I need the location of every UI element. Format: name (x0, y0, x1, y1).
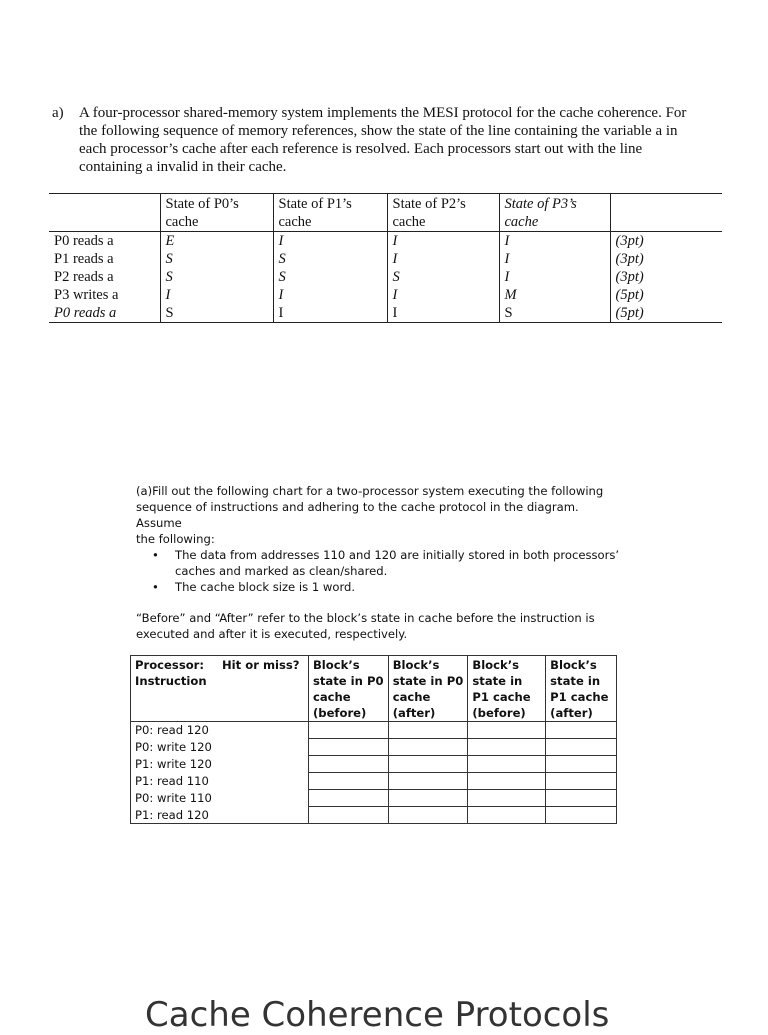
table-row (131, 807, 617, 824)
table-row (131, 756, 617, 773)
state-cell: S (387, 268, 499, 286)
answer-cell[interactable] (388, 773, 468, 790)
answer-cell[interactable] (546, 807, 617, 824)
state-cell: S (499, 304, 610, 323)
state-cell: I (273, 304, 387, 323)
answer-cell[interactable] (546, 790, 617, 807)
cache-protocol-chart (130, 655, 617, 824)
answer-cell[interactable] (308, 807, 388, 824)
question-a-text (52, 104, 727, 176)
header-cell-p1: State of P1’s cache (273, 194, 387, 232)
table-header-row (49, 194, 722, 232)
bullet-text: caches and marked as clean/shared. (175, 564, 388, 578)
bullet-icon: • (152, 548, 159, 562)
answer-cell[interactable] (468, 722, 546, 739)
reference-cell: P0 reads a (49, 304, 160, 323)
question-line (52, 122, 727, 140)
instruction-cell: P1: write 120 (131, 756, 309, 773)
table-row (49, 286, 722, 304)
header-p0-after: Block’s state in P0 cache (after) (388, 656, 468, 722)
answer-cell[interactable] (308, 756, 388, 773)
header-processor-instruction: Processor: Instruction (135, 658, 207, 688)
question-label: a) (52, 105, 64, 121)
header-cell-p0: State of P0’s cache (160, 194, 273, 232)
header-p1-after: Block’s state in P1 cache (after) (546, 656, 617, 722)
header-hit-or-miss: Hit or miss? (221, 658, 300, 672)
instruction-cell: P0: write 110 (131, 790, 309, 807)
points-cell: (5pt) (610, 286, 722, 304)
state-cell: I (387, 286, 499, 304)
answer-cell[interactable] (468, 739, 546, 756)
state-cell: I (387, 304, 499, 323)
state-cell: S (273, 268, 387, 286)
bullet-icon: • (152, 580, 159, 594)
chart-header-row (131, 656, 617, 722)
answer-cell[interactable] (468, 756, 546, 773)
state-cell: S (160, 304, 273, 323)
header-cell (49, 194, 160, 232)
answer-cell[interactable] (388, 756, 468, 773)
answer-cell[interactable] (468, 773, 546, 790)
reference-cell: P0 reads a (54, 233, 114, 249)
intro-line: the following: (136, 532, 215, 546)
note-line: executed and after it is executed, respectively. (136, 627, 408, 641)
answer-cell[interactable] (546, 773, 617, 790)
table-row (49, 250, 722, 268)
instruction-cell: P1: read 110 (131, 773, 309, 790)
table-row (131, 722, 617, 739)
question-line (52, 140, 727, 158)
instruction-cell: P0: write 120 (131, 739, 309, 756)
state-cell: I (499, 232, 610, 251)
header-cell-p2: State of P2’s cache (387, 194, 499, 232)
answer-cell[interactable] (388, 722, 468, 739)
answer-cell[interactable] (546, 756, 617, 773)
answer-cell[interactable] (308, 722, 388, 739)
answer-cell[interactable] (546, 739, 617, 756)
intro-line: (a)Fill out the following chart for a two-processor system executing the following (136, 484, 604, 498)
answer-cell[interactable] (308, 739, 388, 756)
state-cell: M (499, 286, 610, 304)
table-row (131, 773, 617, 790)
state-cell: I (273, 286, 387, 304)
table-row (131, 739, 617, 756)
question-line-text: containing a invalid in their cache. (79, 159, 287, 175)
question-line (52, 104, 727, 122)
bullet-text: The cache block size is 1 word. (175, 580, 356, 594)
table-row (49, 232, 722, 251)
table-row (49, 268, 722, 286)
question-2a-text (136, 483, 626, 642)
answer-cell[interactable] (468, 790, 546, 807)
header-p0-before: Block’s state in P0 cache (before) (308, 656, 388, 722)
question-line-text: each processor’s cache after each reference is resolved. Each processors start out with the line (79, 141, 643, 157)
question-line-text: the following sequence of memory references, show the state of the line containing the variable a in (79, 123, 678, 139)
reference-cell: P1 reads a (54, 251, 114, 267)
answer-cell[interactable] (388, 790, 468, 807)
bullet-text: The data from addresses 110 and 120 are initially stored in both processors’ (175, 548, 620, 562)
reference-cell: P3 writes a (54, 287, 119, 303)
bullet-item (152, 547, 626, 579)
instruction-cell: P0: read 120 (131, 722, 309, 739)
points-cell: (5pt) (610, 304, 722, 323)
header-p1-before: Block’s state in P1 cache (before) (468, 656, 546, 722)
answer-cell[interactable] (388, 807, 468, 824)
header-cell (610, 194, 722, 232)
points-cell: (3pt) (610, 232, 722, 251)
question-line-text: A four-processor shared-memory system implements the MESI protocol for the cache coherence. For (79, 105, 687, 121)
answer-cell[interactable] (308, 773, 388, 790)
answer-cell[interactable] (308, 790, 388, 807)
intro-line: sequence of instructions and adhering to the cache protocol in the diagram. Assume (136, 500, 579, 530)
points-cell: (3pt) (610, 250, 722, 268)
bullet-item (152, 579, 626, 595)
state-cell: S (160, 250, 273, 268)
mesi-state-table (49, 193, 722, 323)
table-row (49, 304, 722, 323)
state-cell: I (160, 286, 273, 304)
state-cell: I (387, 250, 499, 268)
answer-cell[interactable] (468, 807, 546, 824)
reference-cell: P2 reads a (54, 269, 114, 285)
state-cell: I (499, 268, 610, 286)
answer-cell[interactable] (546, 722, 617, 739)
question-line (52, 158, 727, 176)
state-cell: S (160, 268, 273, 286)
header-cell-p3: State of P3’s cache (499, 194, 610, 232)
state-cell: S (273, 250, 387, 268)
note-line: “Before” and “After” refer to the block’s state in cache before the instruction is (136, 611, 595, 625)
state-cell: I (273, 232, 387, 251)
slide-title: Cache Coherence Protocols (145, 995, 610, 1035)
answer-cell[interactable] (388, 739, 468, 756)
state-cell: E (160, 232, 273, 251)
table-row (131, 790, 617, 807)
state-cell: I (387, 232, 499, 251)
points-cell: (3pt) (610, 268, 722, 286)
state-cell: I (499, 250, 610, 268)
instruction-cell: P1: read 120 (131, 807, 309, 824)
